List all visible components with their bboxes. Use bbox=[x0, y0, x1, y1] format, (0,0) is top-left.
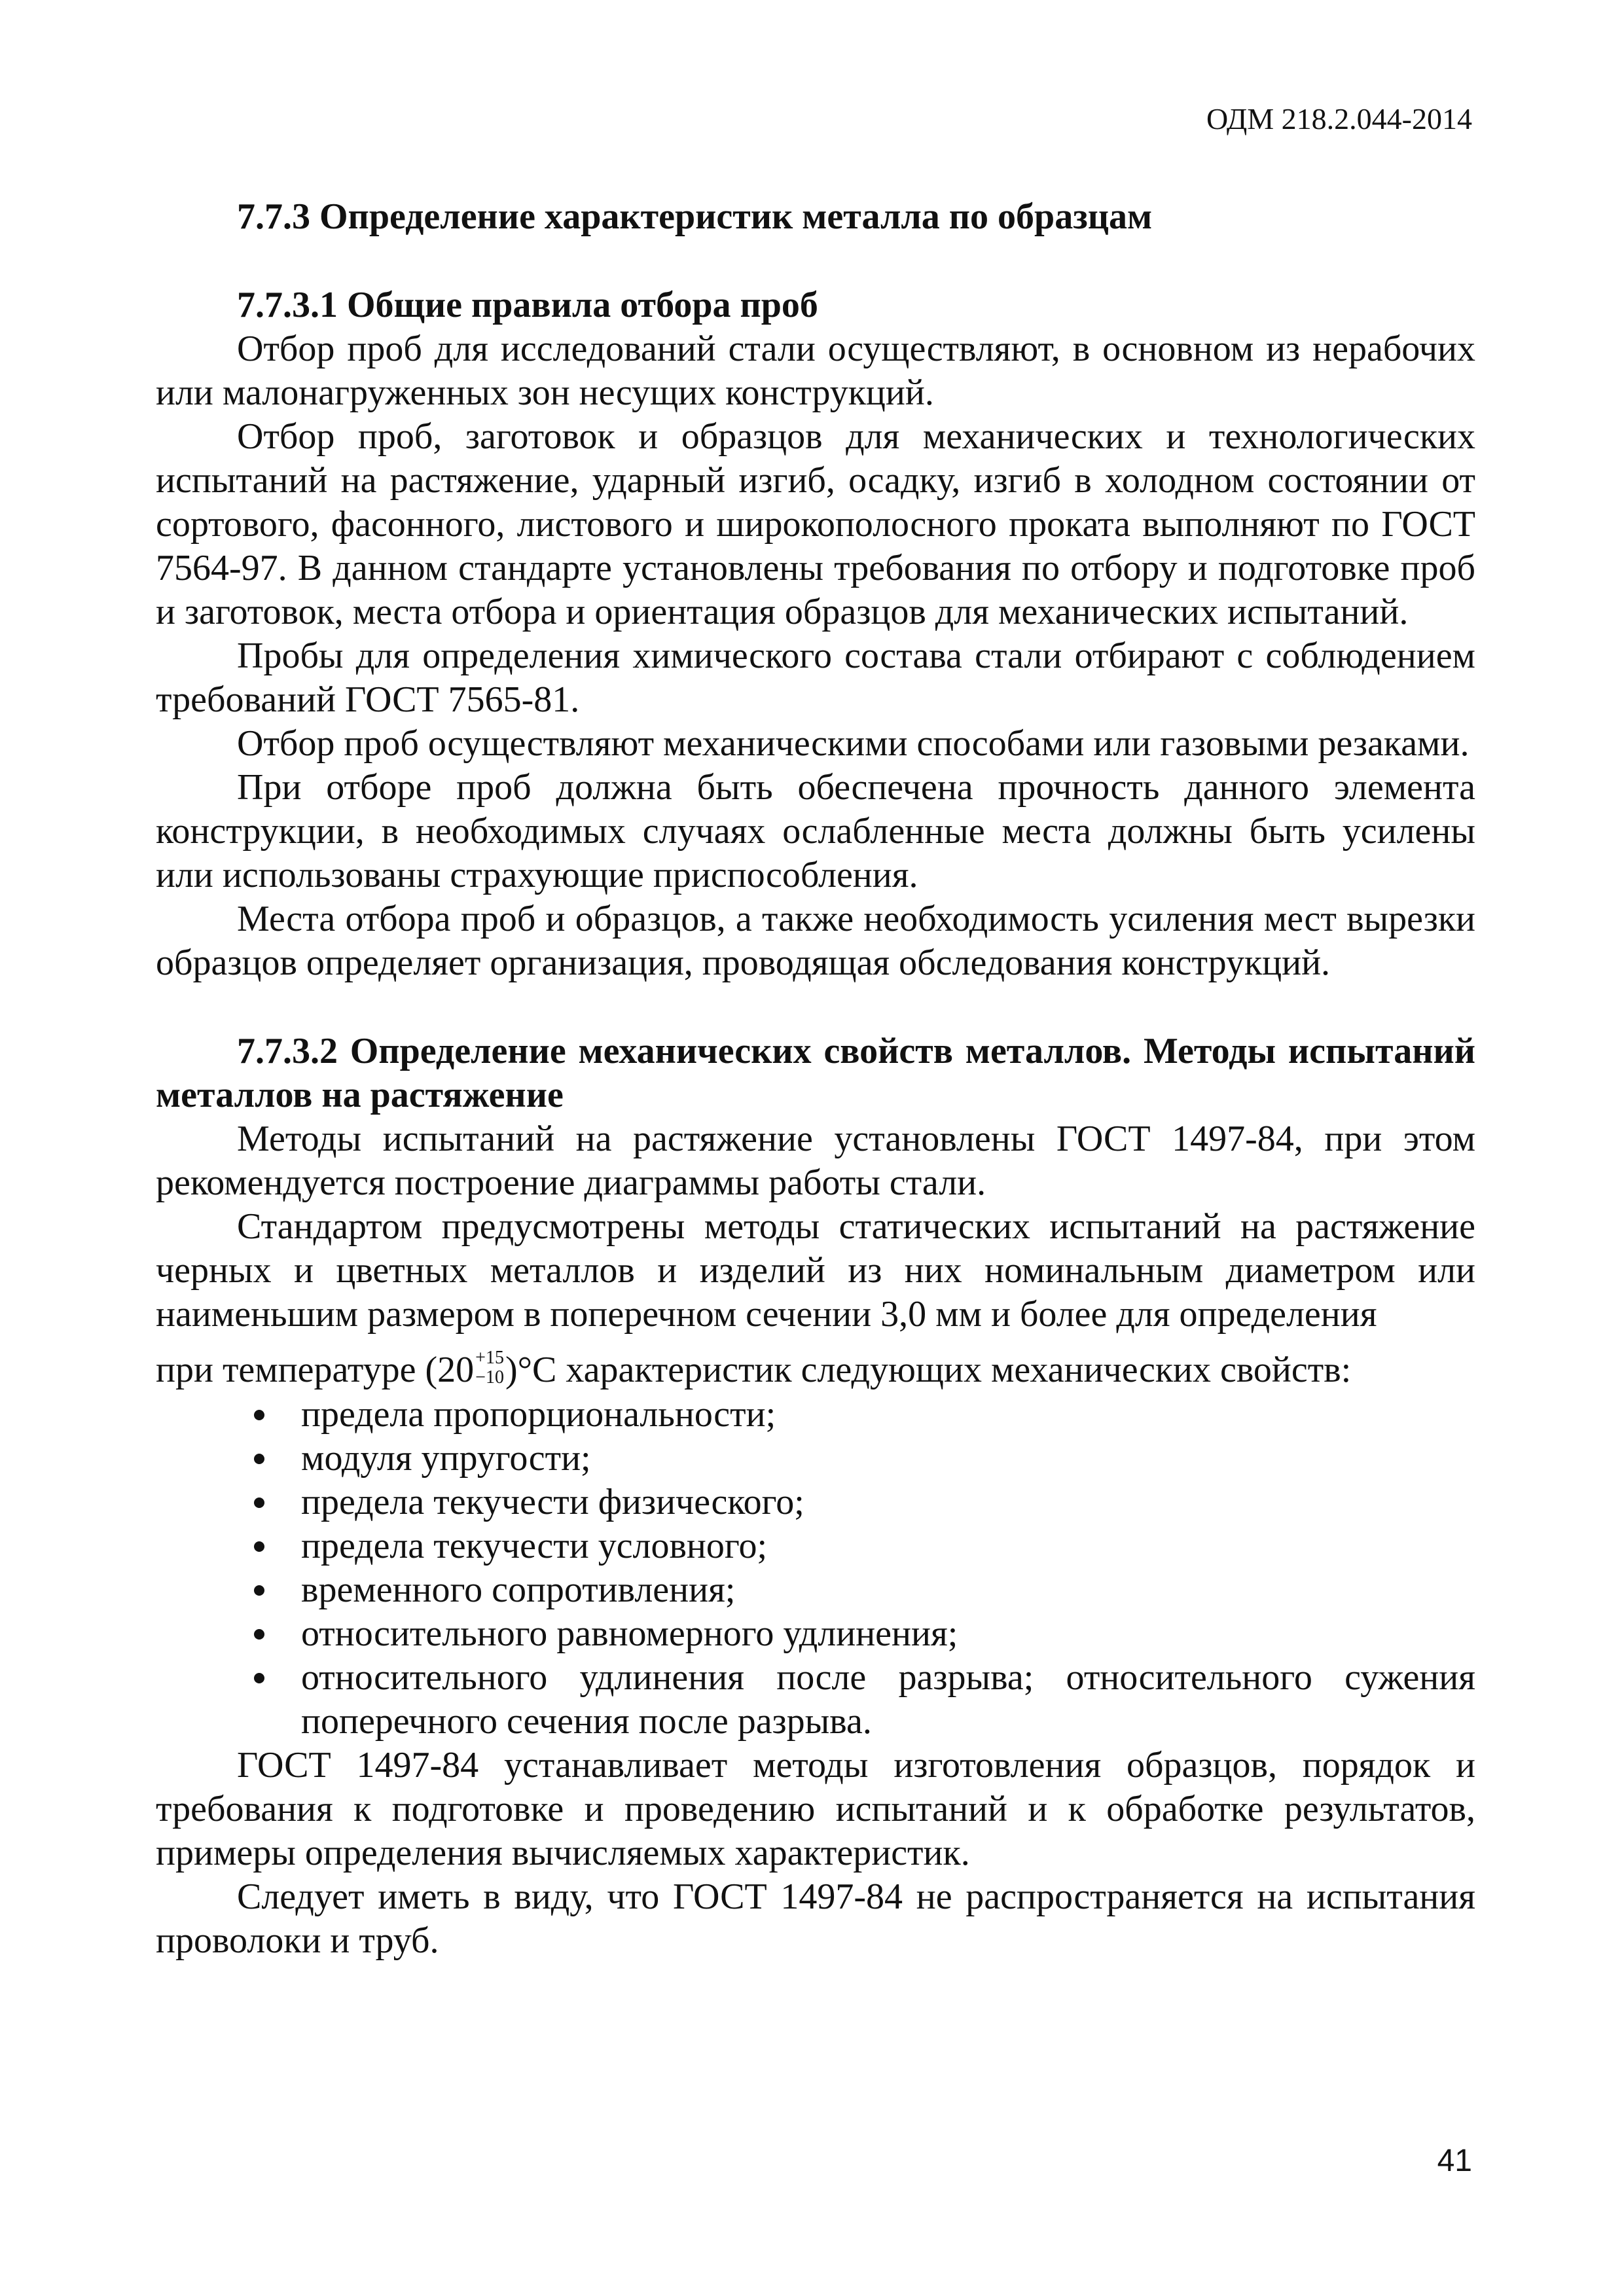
list-item bbox=[156, 1612, 1475, 1656]
paragraph: Отбор проб, заготовок и образцов для механических и технологических испытаний на растяжение, ударный изгиб, осадку, изгиб в холодном состоянии от сортового, фасонного, листового и широкополосного проката выполняют по ГОСТ 7564-97. В данном стандарте установлены требования по отбору и подготовке проб и заготовок, места отбора и ориентация образцов для механических испытаний. bbox=[156, 416, 1475, 632]
document-code: ОДМ 218.2.044-2014 bbox=[1206, 102, 1472, 135]
tolerance-lower: −10 bbox=[475, 1367, 504, 1388]
paragraph: Пробы для определения химического состава стали отбирают с соблюдением требований ГОСТ 7565-81. bbox=[156, 636, 1475, 720]
paragraph: Отбор проб осуществляют механическими способами или газовыми резаками. bbox=[237, 723, 1470, 764]
bullet-icon bbox=[254, 1454, 264, 1464]
paragraph: Места отбора проб и образцов, а также необходимость усиления мест вырезки образцов определяет организация, проводящая обследования конструкций. bbox=[156, 899, 1475, 983]
paragraph: ГОСТ 1497-84 устанавливает методы изготовления образцов, порядок и требования к подготовке и проведению испытаний и к обработке результатов, примеры определения вычисляемых характеристик. bbox=[156, 1745, 1475, 1874]
list-item-text: предела пропорциональности; bbox=[301, 1394, 776, 1435]
list-item bbox=[156, 1480, 1475, 1524]
list-item bbox=[156, 1437, 1475, 1480]
list-item-text: предела текучести условного; bbox=[301, 1526, 768, 1567]
list-item-text: временного сопротивления; bbox=[301, 1570, 736, 1611]
temperature-line bbox=[156, 1336, 1475, 1393]
property-list bbox=[156, 1393, 1475, 1744]
subsection-heading-7-7-3-2: 7.7.3.2 Определение механических свойств металлов. Методы испытаний металлов на растяжение bbox=[156, 1031, 1475, 1115]
paragraph: Стандартом предусмотрены методы статических испытаний на растяжение черных и цветных металлов и изделий из них номинальным диаметром или наименьшим размером в поперечном сечении 3,0 мм и более для определения bbox=[156, 1206, 1475, 1335]
paragraph: Отбор проб для исследований стали осуществляют, в основном из нерабочих или малонагруженных зон несущих конструкций. bbox=[156, 329, 1475, 413]
temperature-text-before: при температуре (20 bbox=[156, 1350, 475, 1390]
temperature-tolerance bbox=[475, 1348, 504, 1388]
page-content bbox=[156, 195, 1475, 1963]
bullet-icon bbox=[254, 1410, 264, 1420]
tolerance-upper: +15 bbox=[475, 1348, 504, 1369]
bullet-icon bbox=[254, 1541, 264, 1552]
list-item-text: модуля упругости; bbox=[301, 1438, 591, 1479]
bullet-icon bbox=[254, 1498, 264, 1508]
subsection-heading-7-7-3-1: 7.7.3.1 Общие правила отбора проб bbox=[237, 285, 818, 325]
paragraph: При отборе проб должна быть обеспечена прочность данного элемента конструкции, в необходимых случаях ослабленные места должны быть усилены или использованы страхующие приспособления. bbox=[156, 767, 1475, 895]
bullet-icon bbox=[254, 1629, 264, 1640]
list-item-text: относительного удлинения после разрыва; относительного сужения поперечного сечения после разрыва. bbox=[301, 1657, 1475, 1742]
bullet-icon bbox=[254, 1673, 264, 1683]
list-item-text: предела текучести физического; bbox=[301, 1482, 804, 1523]
list-item bbox=[156, 1568, 1475, 1612]
list-item bbox=[156, 1656, 1475, 1744]
list-item bbox=[156, 1524, 1475, 1568]
section-heading-7-7-3: 7.7.3 Определение характеристик металла по образцам bbox=[237, 196, 1153, 237]
paragraph: Методы испытаний на растяжение установлены ГОСТ 1497-84, при этом рекомендуется построение диаграммы работы стали. bbox=[156, 1119, 1475, 1203]
paragraph: Следует иметь в виду, что ГОСТ 1497-84 не распространяется на испытания проволоки и труб. bbox=[156, 1876, 1475, 1962]
page-number: 41 bbox=[1437, 2144, 1472, 2178]
bullet-icon bbox=[254, 1585, 264, 1596]
list-item-text: относительного равномерного удлинения; bbox=[301, 1613, 958, 1655]
list-item bbox=[156, 1393, 1475, 1437]
temperature-text-after: )°С характеристик следующих механических свойств: bbox=[505, 1350, 1352, 1390]
